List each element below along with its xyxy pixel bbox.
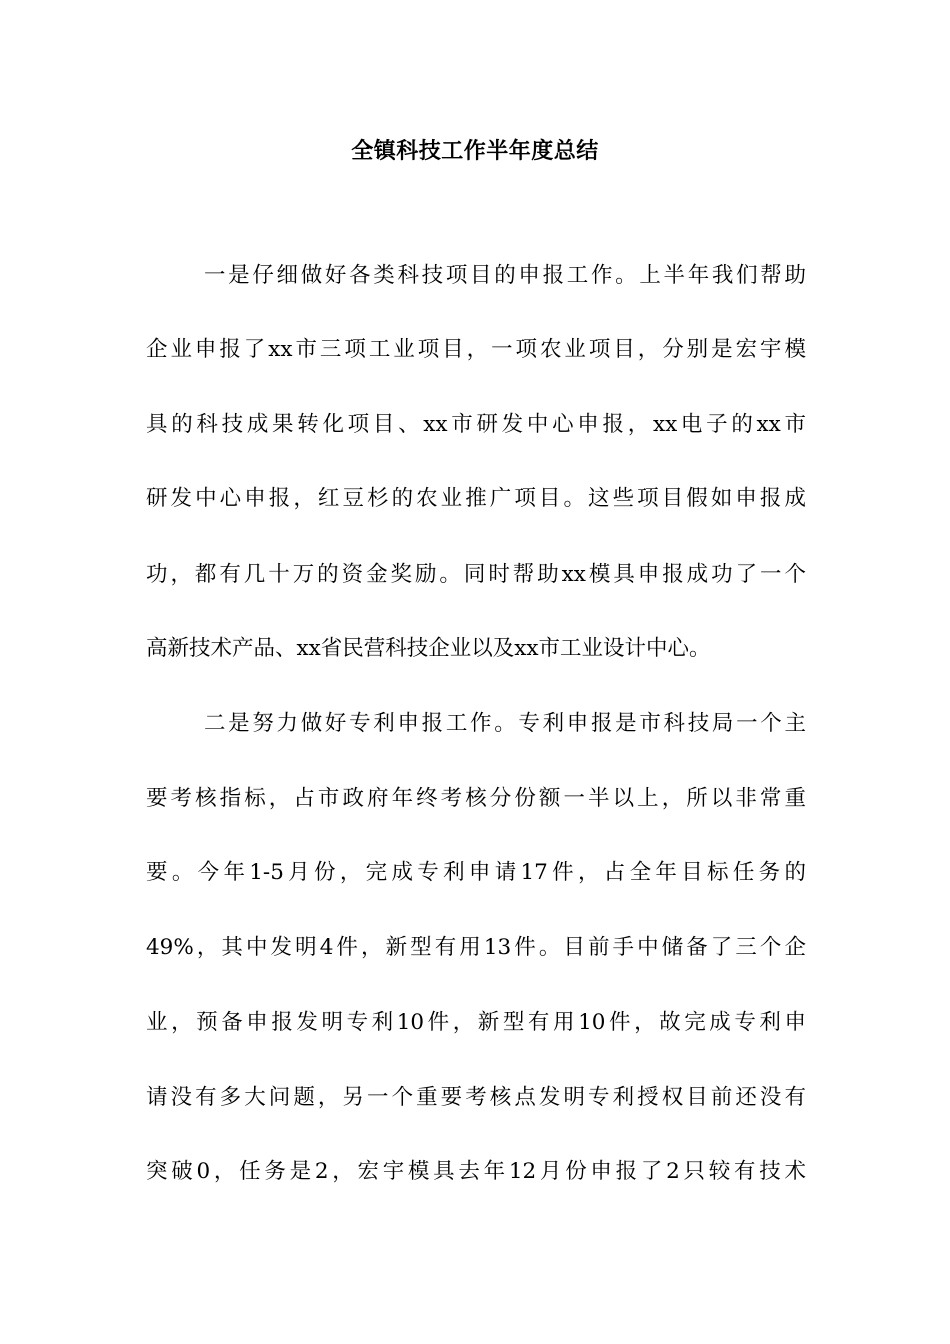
- paragraph-line: 要。今年1-5月份，完成专利申请17件，占全年目标任务的: [146, 860, 806, 885]
- document-title: 全镇科技工作半年度总结: [351, 139, 599, 164]
- paragraph-line: 高新技术产品、xx省民营科技企业以及xx市工业设计中心。: [146, 636, 711, 661]
- paragraph-line: 具的科技成果转化项目、xx市研发中心申报，xx电子的xx市: [146, 412, 806, 437]
- paragraph-line: 二是努力做好专利申报工作。专利申报是市科技局一个主: [204, 711, 806, 736]
- paragraph-line: 功，都有几十万的资金奖励。同时帮助xx模具申报成功了一个: [146, 562, 806, 587]
- paragraph-line: 一是仔细做好各类科技项目的申报工作。上半年我们帮助: [204, 263, 806, 288]
- paragraph-line: 企业申报了xx市三项工业项目，一项农业项目，分别是宏宇模: [146, 337, 806, 362]
- paragraph-line: 突破0，任务是2，宏宇模具去年12月份申报了2只较有技术: [146, 1159, 806, 1184]
- paragraph-line: 业，预备申报发明专利10件，新型有用10件，故完成专利申: [146, 1010, 806, 1035]
- paragraph-line: 49%，其中发明4件，新型有用13件。目前手中储备了三个企: [146, 935, 806, 960]
- paragraph-line: 要考核指标，占市政府年终考核分份额一半以上，所以非常重: [146, 786, 806, 811]
- paragraph-line: 请没有多大问题，另一个重要考核点发明专利授权目前还没有: [146, 1085, 806, 1110]
- paragraph-line: 研发中心申报，红豆杉的农业推广项目。这些项目假如申报成: [146, 486, 806, 511]
